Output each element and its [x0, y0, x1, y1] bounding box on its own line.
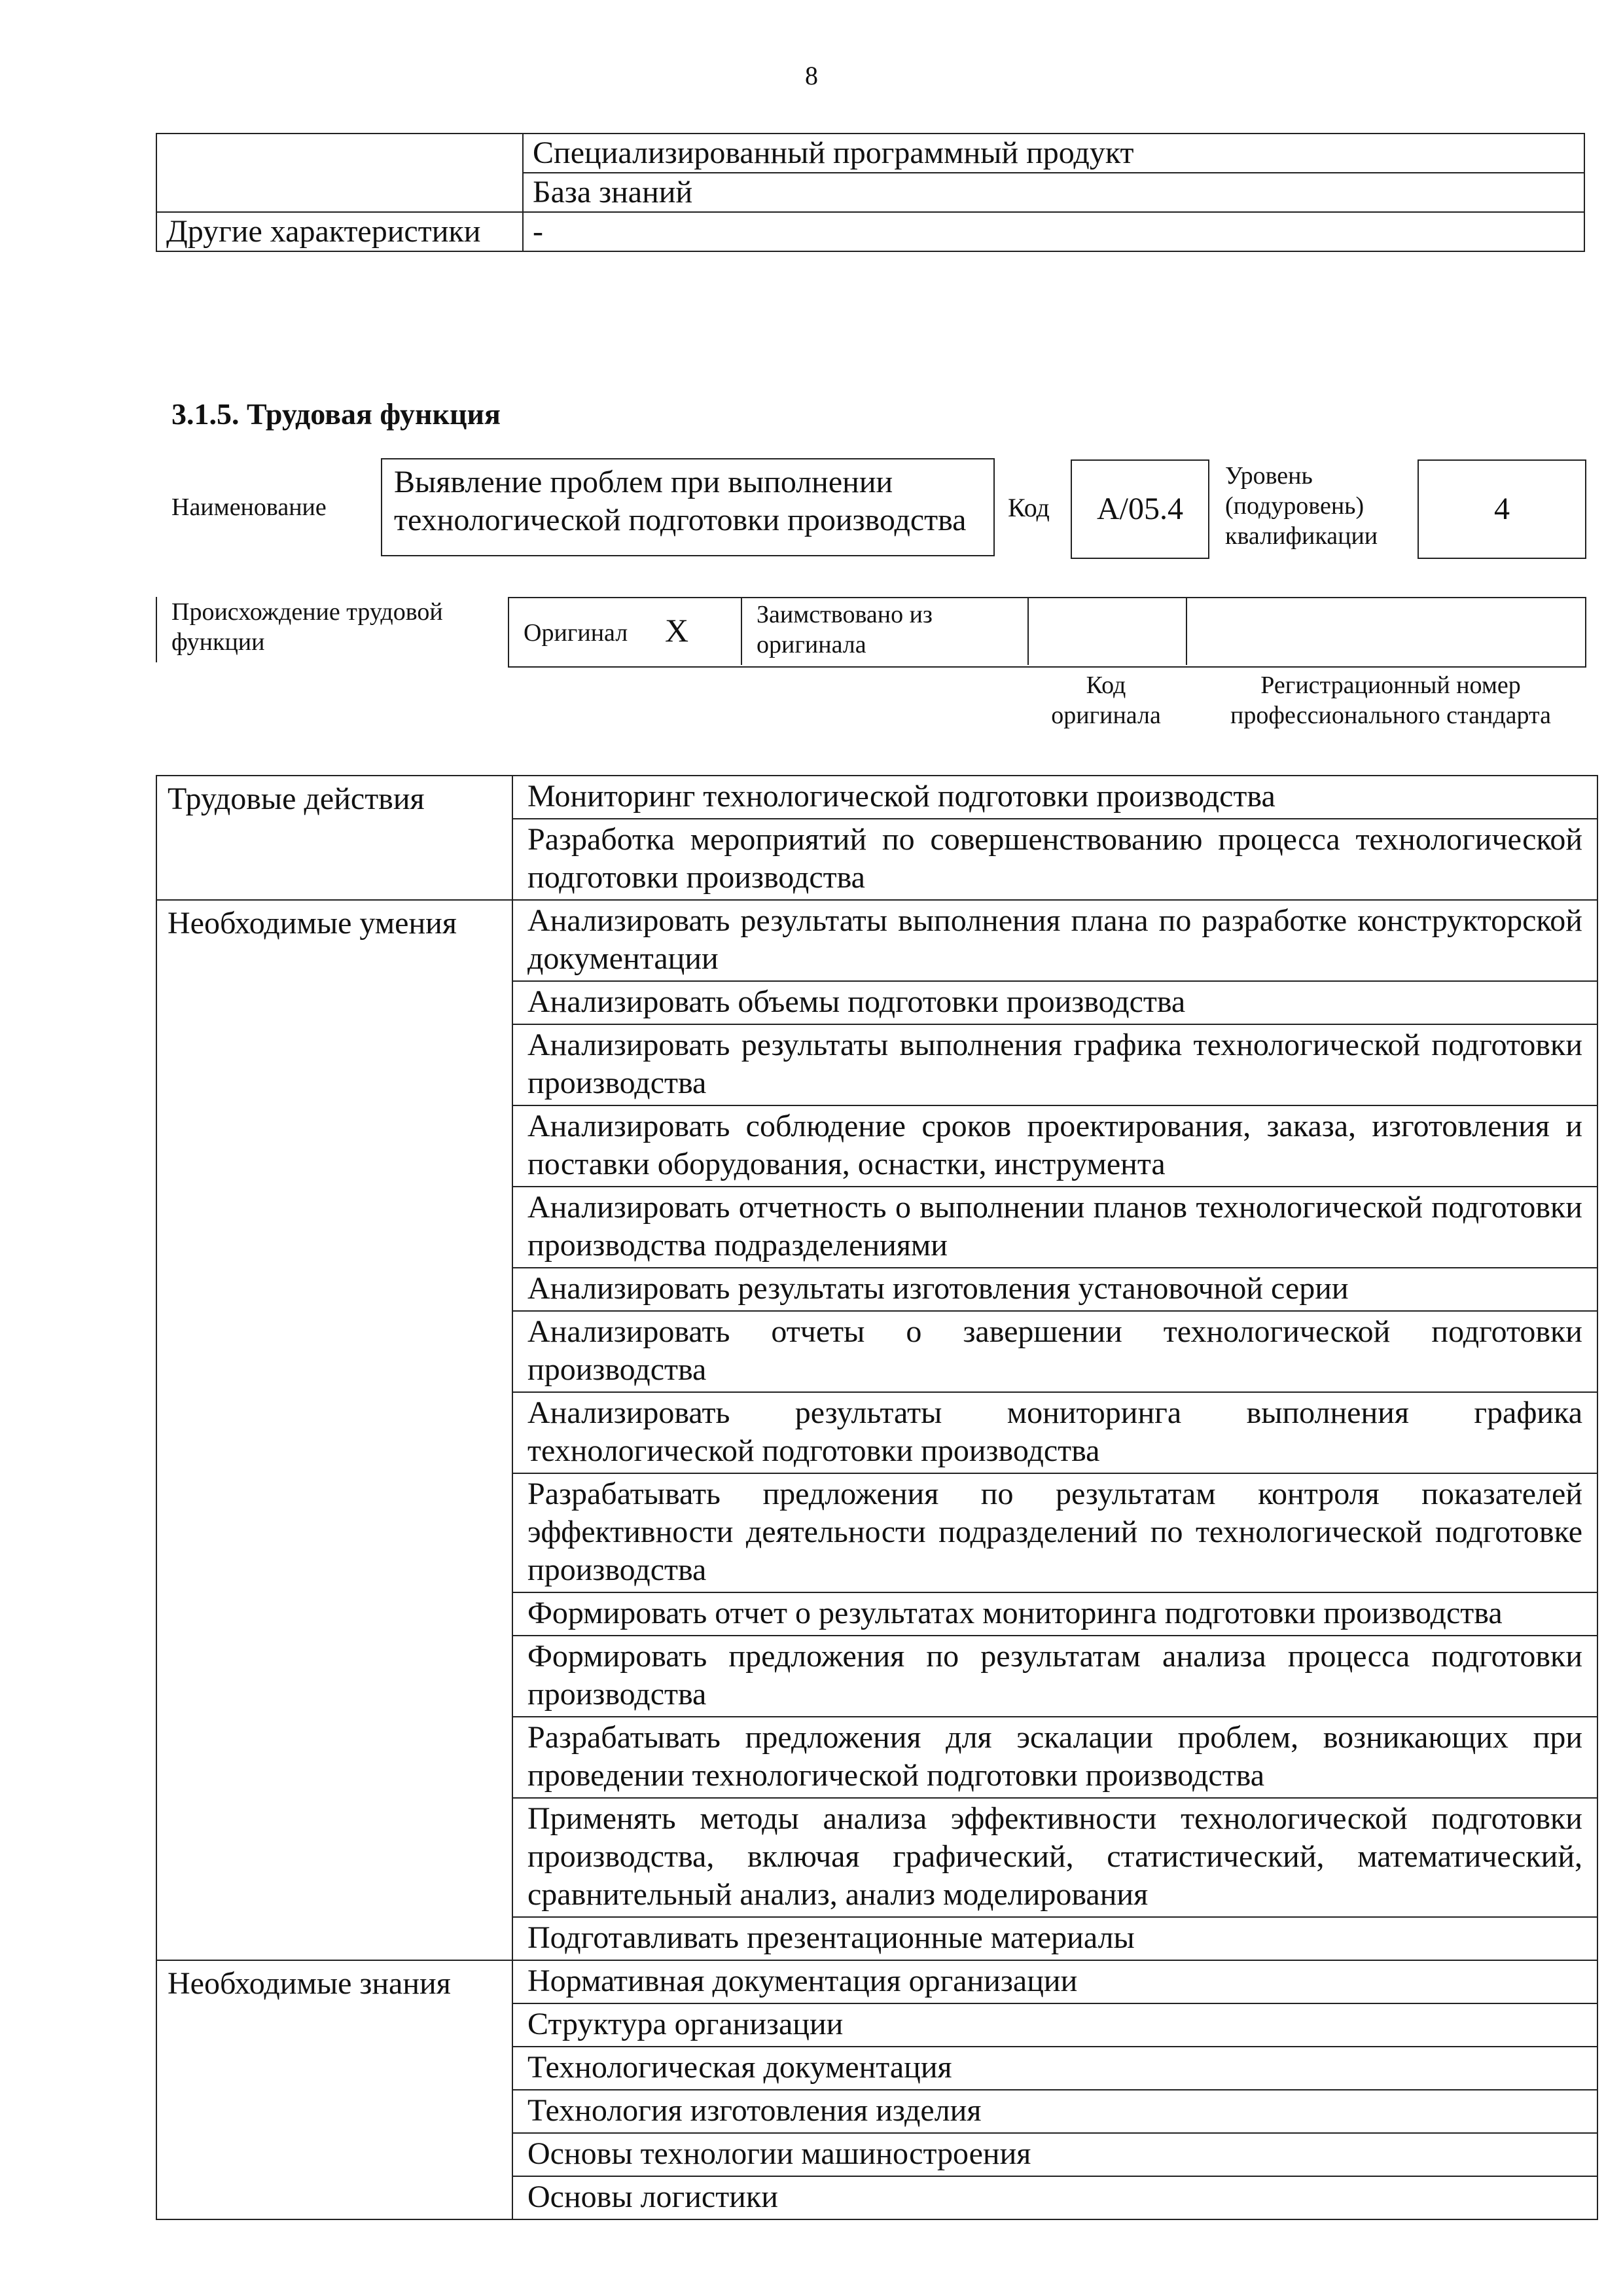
table-cell: - — [523, 212, 1584, 251]
list-item: Разработка мероприятий по совершенствованию процесса технологической подготовки производства — [512, 819, 1597, 900]
list-item: Технологическая документация — [512, 2047, 1597, 2090]
qualification-level-box — [1418, 459, 1586, 559]
origin-divider — [156, 597, 157, 662]
divider — [1027, 597, 1029, 665]
section-title: Необходимые знания — [156, 1960, 512, 2219]
list-item: Подготавливать презентационные материалы — [512, 1917, 1597, 1960]
table-row — [156, 900, 1597, 981]
list-item: Анализировать результаты мониторинга выполнения графика технологической подготовки производства — [512, 1392, 1597, 1473]
table-cell — [156, 173, 523, 212]
list-item: Основы технологии машиностроения — [512, 2133, 1597, 2176]
table-cell: База знаний — [523, 173, 1584, 212]
list-item: Анализировать результаты выполнения графика технологической подготовки производства — [512, 1024, 1597, 1105]
list-item: Анализировать соблюдение сроков проектирования, заказа, изготовления и поставки оборудования, оснастки, инструмента — [512, 1105, 1597, 1187]
list-item: Формировать предложения по результатам анализа процесса подготовки производства — [512, 1636, 1597, 1717]
table-row — [156, 173, 1584, 212]
function-name-box — [381, 458, 995, 556]
borrowed-label: Заимствовано из оригинала — [757, 601, 933, 658]
function-code-box — [1071, 459, 1209, 559]
table-cell: Специализированный программный продукт — [523, 134, 1584, 173]
list-item: Применять методы анализа эффективности технологической подготовки производства, включая графический, статистический, математический, сравнительный анализ, анализ моделирования — [512, 1798, 1597, 1917]
other-characteristics-table — [156, 133, 1585, 252]
list-item: Нормативная документация организации — [512, 1960, 1597, 2003]
qualification-level-label: Уровень (подуровень) квалификации — [1225, 462, 1378, 550]
function-code: A/05.4 — [1097, 492, 1183, 526]
list-item: Разрабатывать предложения для эскалации проблем, возникающих при проведении технологической подготовки производства — [512, 1717, 1597, 1798]
list-item: Технология изготовления изделия — [512, 2090, 1597, 2133]
reg-number-caption: Регистрационный номер профессионального стандарта — [1230, 672, 1551, 729]
function-name: Выявление проблем при выполнении технологической подготовки производства — [394, 465, 967, 537]
list-item: Анализировать отчеты о завершении технологической подготовки производства — [512, 1311, 1597, 1392]
list-item: Основы логистики — [512, 2176, 1597, 2219]
section-heading: 3.1.5. Трудовая функция — [171, 397, 501, 431]
qualification-level: 4 — [1494, 492, 1510, 526]
name-label: Наименование — [171, 493, 327, 521]
divider — [1186, 597, 1187, 665]
list-item: Анализировать отчетность о выполнении планов технологической подготовки производства подразделениями — [512, 1187, 1597, 1268]
divider — [741, 597, 742, 665]
code-original-caption: Код оригинала — [1051, 672, 1161, 729]
list-item: Анализировать объемы подготовки производства — [512, 981, 1597, 1024]
original-mark: X — [665, 612, 689, 649]
table-cell — [156, 134, 523, 173]
original-label: Оригинал — [524, 619, 628, 647]
table-row — [156, 134, 1584, 173]
table-cell: Другие характеристики — [156, 212, 523, 251]
table-row — [156, 212, 1584, 251]
list-item: Разрабатывать предложения по результатам контроля показателей эффективности деятельности подразделений по технологической подготовке производства — [512, 1473, 1597, 1592]
page-number: 8 — [805, 61, 818, 90]
code-label: Код — [1008, 493, 1050, 522]
section-title: Трудовые действия — [156, 776, 512, 900]
origin-label: Происхождение трудовой функции — [171, 598, 443, 656]
list-item: Анализировать результаты выполнения плана по разработке конструкторской документации — [512, 900, 1597, 981]
list-item: Структура организации — [512, 2003, 1597, 2047]
list-item: Мониторинг технологической подготовки производства — [512, 776, 1597, 819]
section-title: Необходимые умения — [156, 900, 512, 1960]
labor-function-table — [156, 775, 1598, 2220]
list-item: Анализировать результаты изготовления установочной серии — [512, 1268, 1597, 1311]
list-item: Формировать отчет о результатах мониторинга подготовки производства — [512, 1592, 1597, 1636]
table-row — [156, 776, 1597, 819]
table-row — [156, 1960, 1597, 2003]
